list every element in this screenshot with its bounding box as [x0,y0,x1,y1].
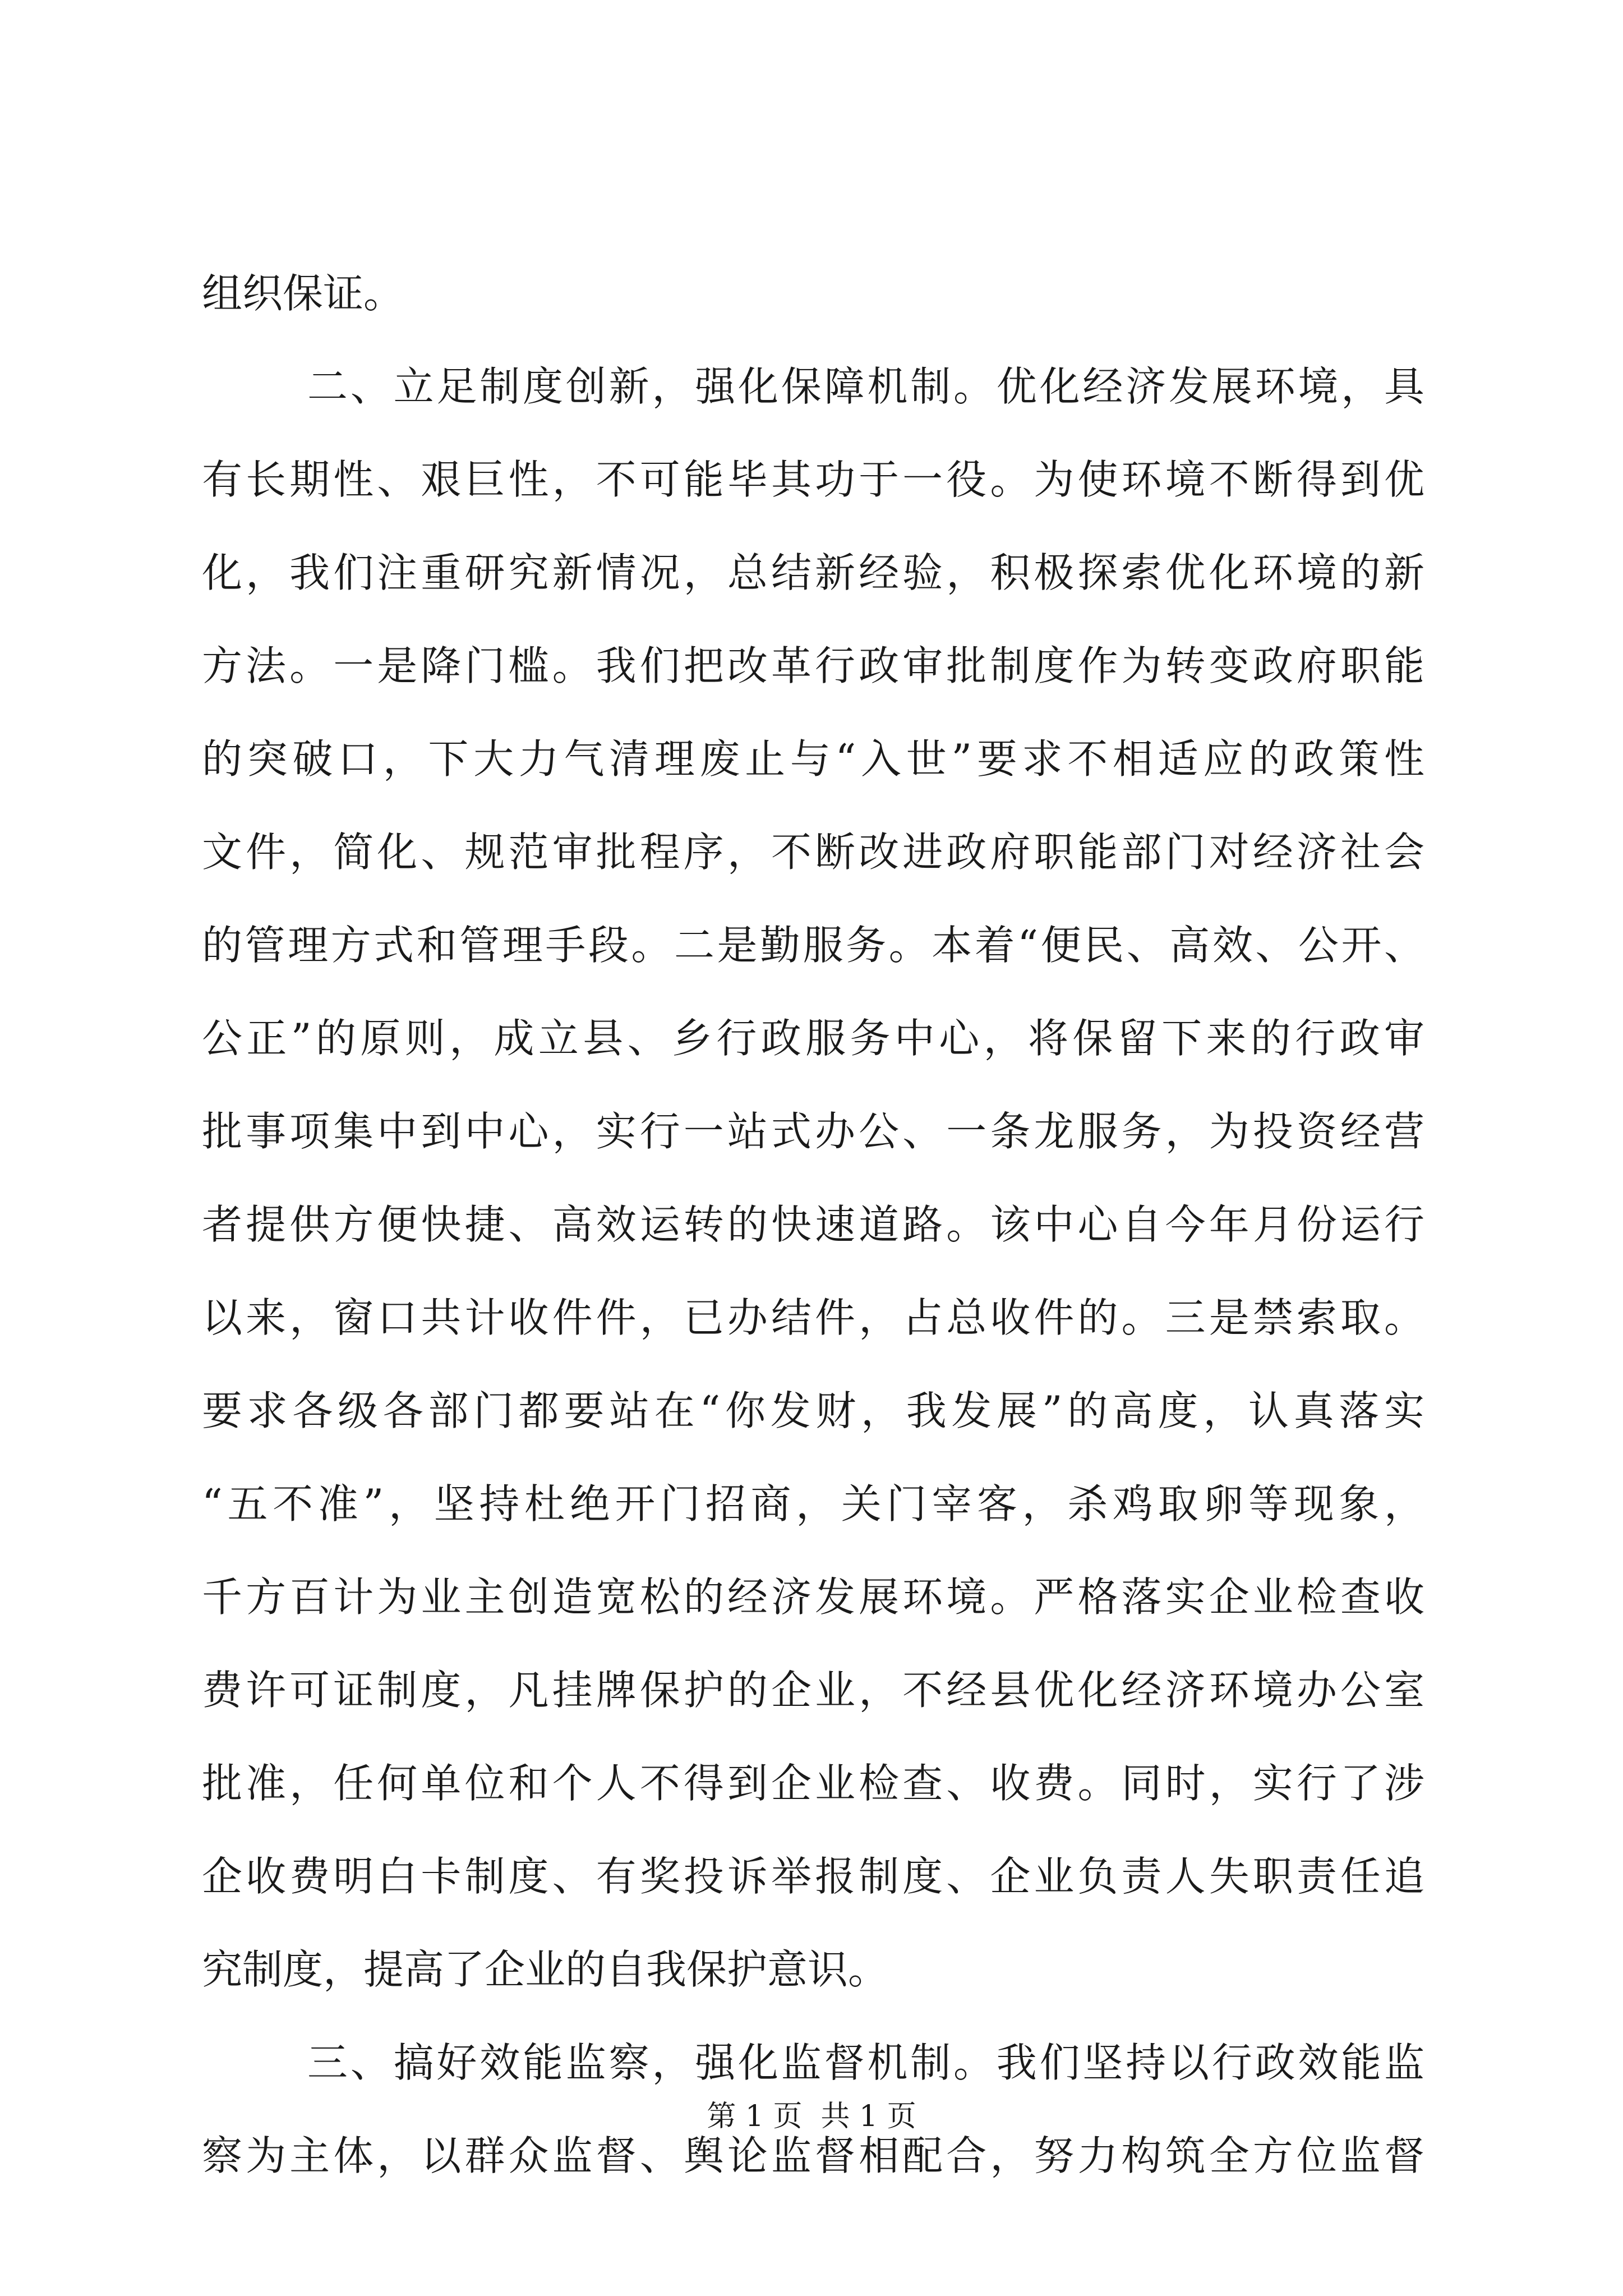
text-line: 究制度，提高了企业的自我保护意识。 [202,1946,889,1993]
text-line: 要求各级各部门都要站在“你发财，我发展”的高度，认真落实 [202,1387,1424,1434]
text-line: 有长期性、艰巨性，不可能毕其功于一役。为使环境不断得到优 [202,456,1424,503]
text-line: 组织保证。 [202,270,404,317]
text-line: 二、立足制度创新，强化保障机制。优化经济发展环境，具 [307,363,1424,410]
text-line: 者提供方便快捷、高效运转的快速道路。该中心自今年月份运行 [202,1201,1424,1248]
text-line: 公正”的原则，成立县、乡行政服务中心，将保留下来的行政审 [202,1015,1424,1062]
text-line: 批事项集中到中心，实行一站式办公、一条龙服务，为投资经营 [202,1108,1424,1155]
text-line: 以来，窗口共计收件件，已办结件，占总收件的。三是禁索取。 [202,1294,1424,1341]
text-line: 化，我们注重研究新情况，总结新经验，积极探索优化环境的新 [202,549,1424,596]
text-line: 方法。一是降门槛。我们把改革行政审批制度作为转变政府职能 [202,642,1424,689]
page-number-footer: 第 1 页 共 1 页 [707,2100,916,2133]
text-line: 的突破口，下大力气清理废止与“入世”要求不相适应的政策性 [202,735,1424,783]
text-line: 三、搞好效能监察，强化监督机制。我们坚持以行政效能监 [307,2039,1424,2086]
document-body [202,247,1424,2202]
text-line: 批准，任何单位和个人不得到企业检查、收费。同时，实行了涉 [202,1760,1424,1807]
text-line: 企收费明白卡制度、有奖投诉举报制度、企业负责人失职责任追 [202,1853,1424,1900]
text-line: 费许可证制度，凡挂牌保护的企业，不经县优化经济环境办公室 [202,1667,1424,1714]
text-line: “五不准”，坚持杜绝开门招商，关门宰客，杀鸡取卵等现象， [202,1480,1424,1527]
text-line: 的管理方式和管理手段。二是勤服务。本着“便民、高效、公开、 [202,922,1424,969]
text-line: 察为主体，以群众监督、舆论监督相配合，努力构筑全方位监督 [202,2132,1424,2179]
text-line: 文件，简化、规范审批程序，不断改进政府职能部门对经济社会 [202,829,1424,876]
text-line: 千方百计为业主创造宽松的经济发展环境。严格落实企业检查收 [202,1573,1424,1621]
